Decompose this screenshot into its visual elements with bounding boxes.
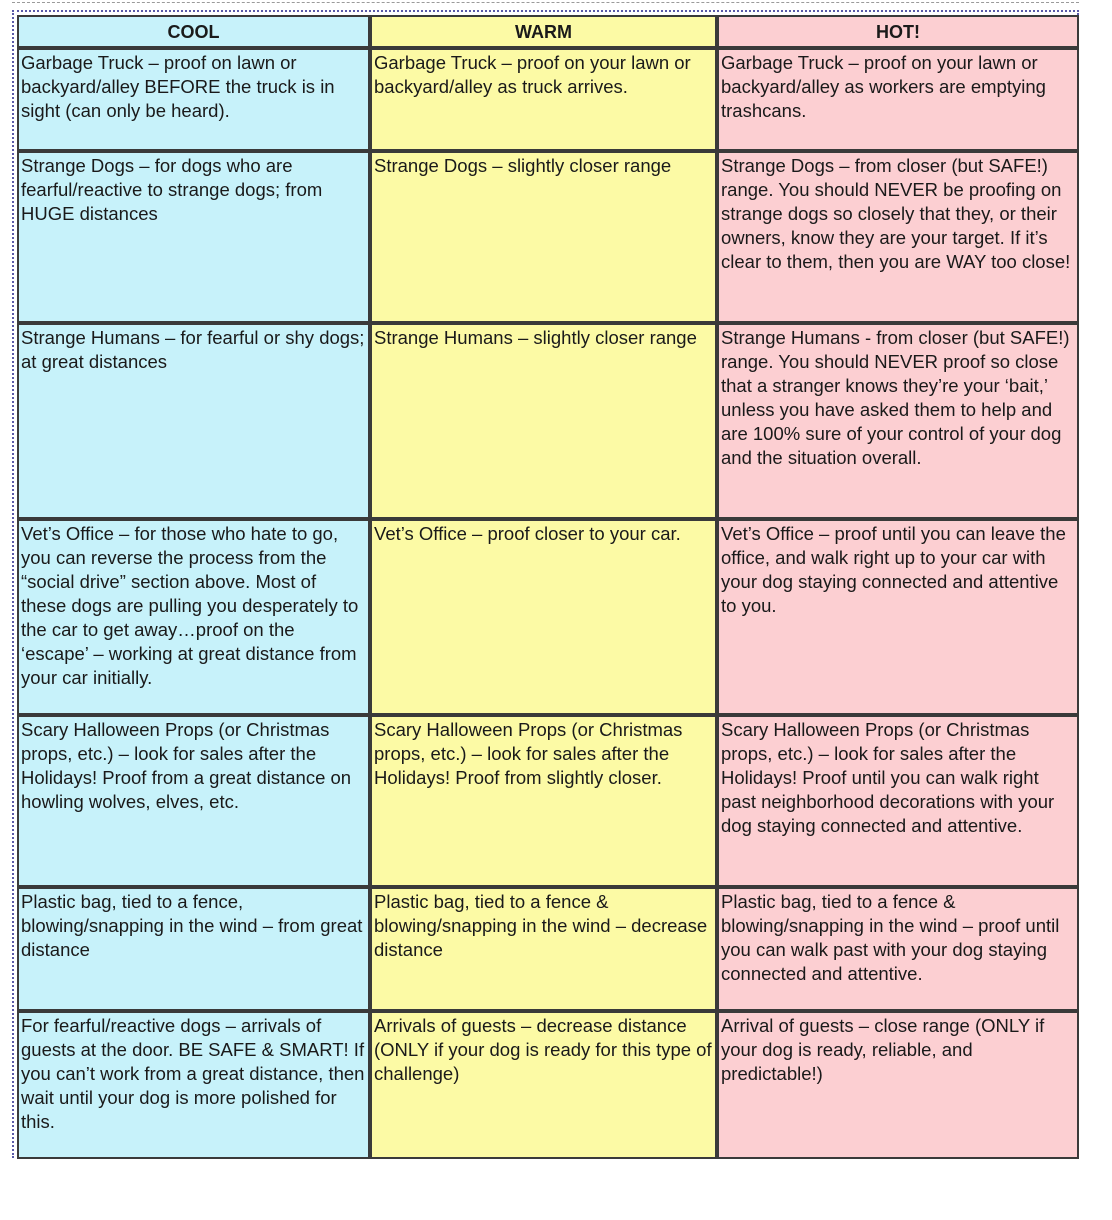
header-cool: COOL — [17, 15, 370, 48]
cell-warm: Scary Halloween Props (or Christmas props, etc.) – look for sales after the Holidays! Proof from slightly closer. — [370, 715, 717, 887]
cell-hot: Arrival of guests – close range (ONLY if your dog is ready, reliable, and predictable!) — [717, 1011, 1079, 1159]
table-row-plastic-bag — [17, 887, 1079, 1011]
cell-cool: Strange Dogs – for dogs who are fearful/reactive to strange dogs; from HUGE distances — [17, 151, 370, 323]
table-row-guest-arrivals — [17, 1011, 1079, 1159]
cell-cool: For fearful/reactive dogs – arrivals of guests at the door. BE SAFE & SMART! If you can’t work from a great distance, then wait until your dog is more polished for this. — [17, 1011, 370, 1159]
cell-hot: Plastic bag, tied to a fence & blowing/snapping in the wind – proof until you can walk past with your dog staying connected and attentive. — [717, 887, 1079, 1011]
cell-cool: Scary Halloween Props (or Christmas props, etc.) – look for sales after the Holidays! Proof from a great distance on howling wolves, elves, etc. — [17, 715, 370, 887]
proofing-table — [17, 15, 1079, 1159]
table-row-halloween-props — [17, 715, 1079, 887]
cell-warm: Garbage Truck – proof on your lawn or backyard/alley as truck arrives. — [370, 48, 717, 151]
table-row-strange-dogs — [17, 151, 1079, 323]
cell-warm: Vet’s Office – proof closer to your car. — [370, 519, 717, 715]
cell-cool: Garbage Truck – proof on lawn or backyard/alley BEFORE the truck is in sight (can only be heard). — [17, 48, 370, 151]
header-row — [17, 15, 1079, 48]
table-row-strange-humans — [17, 323, 1079, 519]
cell-cool: Vet’s Office – for those who hate to go, you can reverse the process from the “social drive” section above. Most of these dogs are pulling you desperately to the car to get away…proof on the ‘escape’ – working at great distance from your car initially. — [17, 519, 370, 715]
cell-hot: Garbage Truck – proof on your lawn or backyard/alley as workers are emptying trashcans. — [717, 48, 1079, 151]
cell-warm: Strange Humans – slightly closer range — [370, 323, 717, 519]
header-warm: WARM — [370, 15, 717, 48]
cell-hot: Vet’s Office – proof until you can leave the office, and walk right up to your car with your dog staying connected and attentive to you. — [717, 519, 1079, 715]
cell-hot: Scary Halloween Props (or Christmas props, etc.) – look for sales after the Holidays! Proof until you can walk right past neighborhood decorations with your dog staying connected and attentive. — [717, 715, 1079, 887]
cell-warm: Plastic bag, tied to a fence & blowing/snapping in the wind – decrease distance — [370, 887, 717, 1011]
table-row-vets-office — [17, 519, 1079, 715]
header-hot: HOT! — [717, 15, 1079, 48]
cell-warm: Arrivals of guests – decrease distance (ONLY if your dog is ready for this type of challenge) — [370, 1011, 717, 1159]
cell-hot: Strange Dogs – from closer (but SAFE!) range. You should NEVER be proofing on strange dogs so closely that they, or their owners, know they are your target. If it’s clear to them, then you are WAY too close! — [717, 151, 1079, 323]
table-row-garbage-truck — [17, 48, 1079, 151]
cell-cool: Plastic bag, tied to a fence, blowing/snapping in the wind – from great distance — [17, 887, 370, 1011]
cell-warm: Strange Dogs – slightly closer range — [370, 151, 717, 323]
cell-cool: Strange Humans – for fearful or shy dogs; at great distances — [17, 323, 370, 519]
cell-hot: Strange Humans - from closer (but SAFE!) range. You should NEVER proof so close that a stranger knows they’re your ‘bait,’ unless you have asked them to help and are 100% sure of your control of your dog and the situation overall. — [717, 323, 1079, 519]
top-divider-line — [12, 2, 1079, 3]
